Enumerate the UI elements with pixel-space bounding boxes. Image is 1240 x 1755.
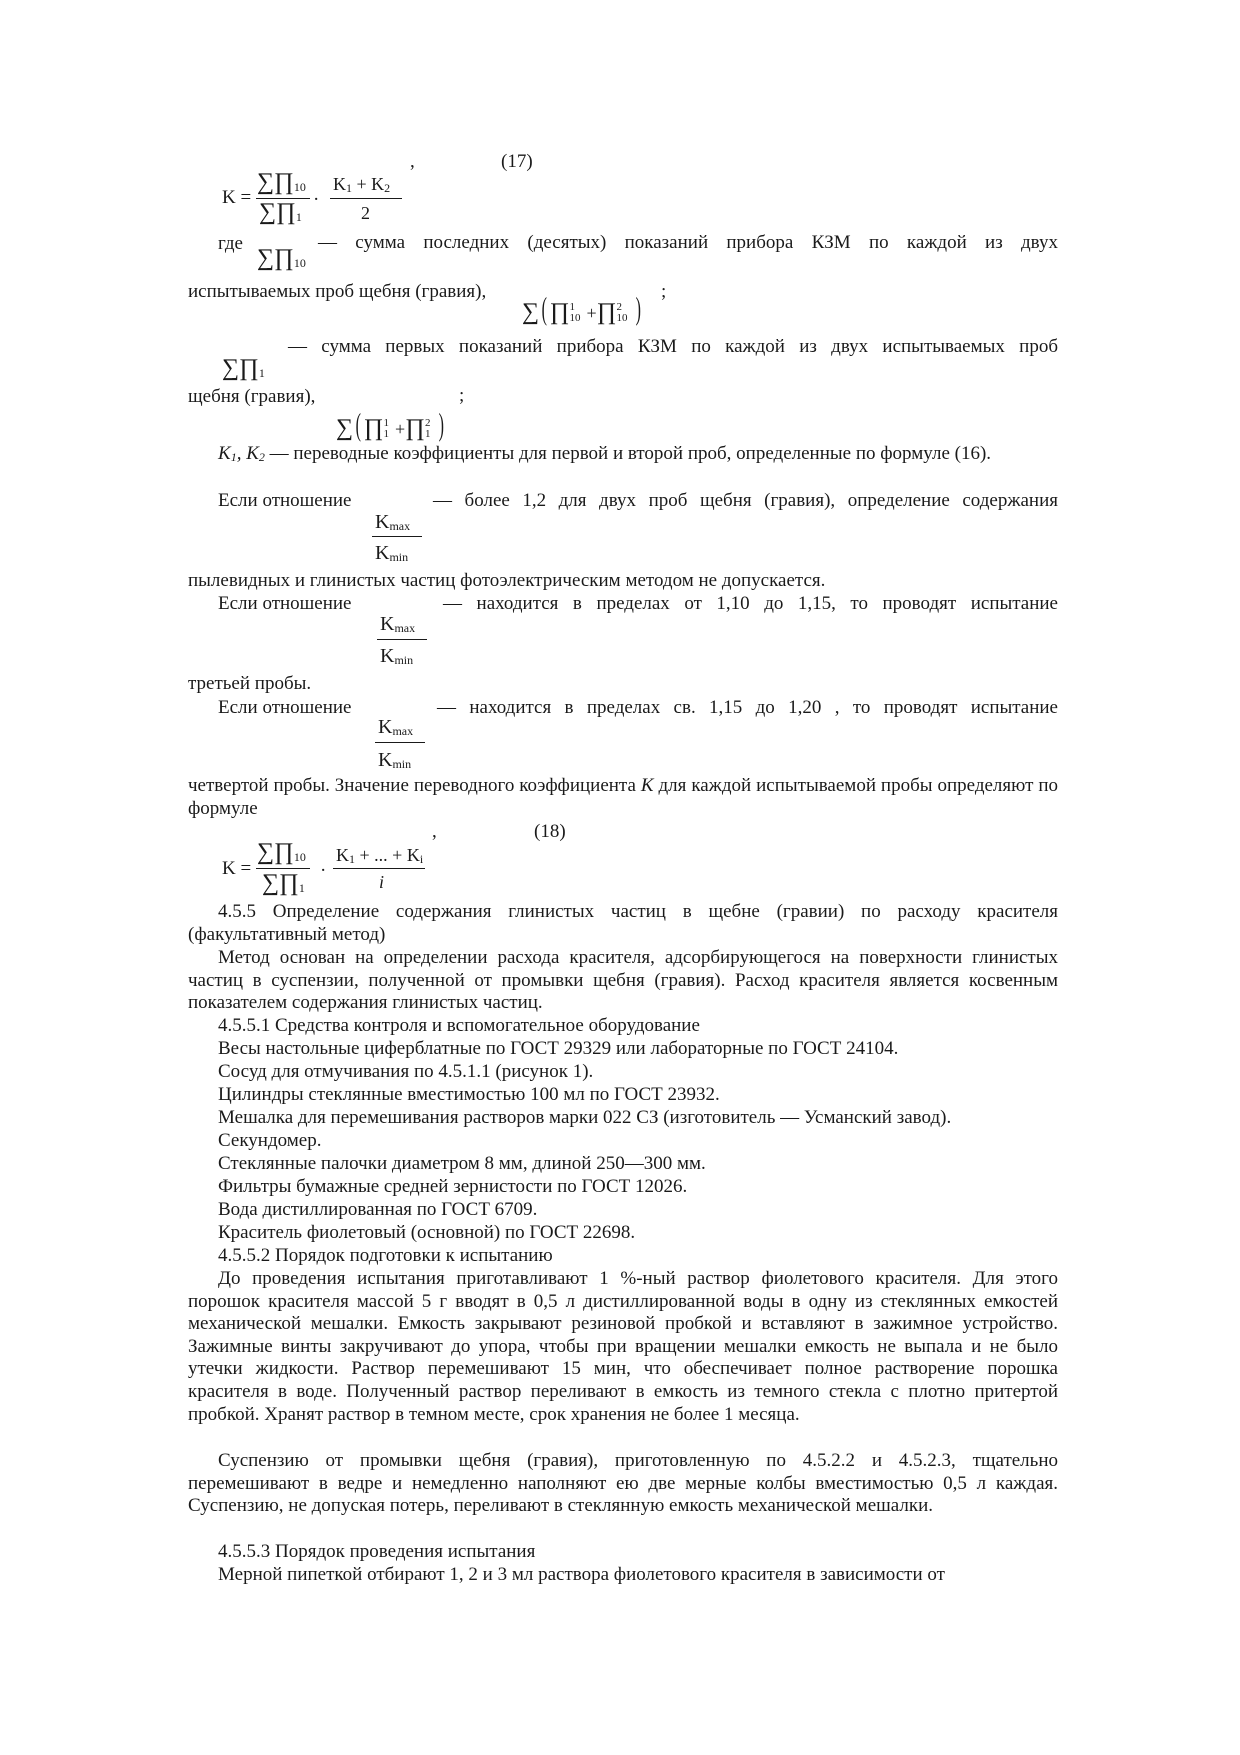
formula-17-den-sum: ∑∏1 xyxy=(259,199,302,225)
formula-18-fraction-bar xyxy=(256,868,310,869)
formula-17-k-fraction-bar xyxy=(330,198,402,199)
formula-18-number: (18) xyxy=(534,821,566,842)
where-definition-cont: испытываемых проб щебня (гравия), xyxy=(188,281,487,302)
where2-definition-cont: щебня (гравия), xyxy=(188,386,316,407)
testing-paragraph: Мерной пипеткой отбирают 1, 2 и 3 мл раствора фиолетового красителя в зависимости от xyxy=(218,1564,945,1585)
section-4-5-5-3-heading: 4.5.5.3 Порядок проведения испытания xyxy=(218,1541,536,1562)
formula-18-comma: , xyxy=(432,821,437,842)
method-description: Метод основан на определении расхода красителя, адсорбирующегося на поверхности глинистых частиц в суспензии, полученной от промывки щебня (гравия). Расход красителя является косвенным показателем содержания глинистых частиц. xyxy=(188,947,1058,1014)
formula-17-k-den: 2 xyxy=(361,203,370,223)
condition-3-text: — находится в пределах св. 1,15 до 1,20 , то проводят испытание xyxy=(437,697,1058,718)
formula-18-den-sum: ∑∏1 xyxy=(262,870,305,896)
condition-1-cont: пылевидных и глинистых частиц фотоэлектрическим методом не допускается. xyxy=(188,570,826,591)
formula-18-lhs: K = xyxy=(222,858,252,879)
where-definition-line: — сумма последних (десятых) показаний прибора КЗМ по каждой из двух xyxy=(318,232,1058,253)
condition-2-text: — находится в пределах от 1,10 до 1,15, то проводят испытание xyxy=(443,593,1058,614)
formula-17-number: (17) xyxy=(501,151,533,172)
where-word: где xyxy=(218,233,243,254)
suspension-paragraph: Суспензию от промывки щебня (гравия), приготовленную по 4.5.2.2 и 4.5.2.3, тщательно перемешивают в ведре и немедленно наполняют ею две мерные колбы вместимостью 0,5 л каждая. Суспензию, не допуская потерь, переливают в стеклянную емкость механической мешалки. xyxy=(188,1450,1058,1517)
section-4-5-5-heading: 4.5.5 Определение содержания глинистых частиц в щебне (гравии) по расходу красителя (факультативный метод) xyxy=(188,901,1058,945)
where-expansion-1: ∑( ∏1 10 +∏2 10 ) xyxy=(522,290,642,326)
equipment-item: Цилиндры стеклянные вместимостью 100 мл по ГОСТ 23932. xyxy=(218,1084,720,1105)
section-4-5-5-1-heading: 4.5.5.1 Средства контроля и вспомогательное оборудование xyxy=(218,1015,700,1036)
equipment-item: Краситель фиолетовый (основной) по ГОСТ 22698. xyxy=(218,1222,636,1243)
condition-3-cont: четвертой пробы. Значение переводного коэффициента K для каждой испытываемой пробы определяют по формуле xyxy=(188,775,1059,819)
equipment-item: Мешалка для перемешивания растворов марки 022 СЗ (изготовитель — Усманский завод). xyxy=(218,1107,952,1128)
formula-17-comma: , xyxy=(410,151,415,172)
formula-18-k-den: i xyxy=(379,872,385,892)
formula-18-k-fraction-bar xyxy=(333,868,425,869)
formula-17-lhs: K = xyxy=(222,187,252,208)
formula-17-k-sum: K1 + K2 xyxy=(333,174,391,195)
where-semicolon: ; xyxy=(661,281,667,302)
formula-18-k-sum: K1 + ... + Ki xyxy=(336,845,424,866)
formula-18-num-sum: ∑∏10 xyxy=(257,839,306,865)
where-symbol-sum-10: ∑∏10 xyxy=(257,245,306,271)
section-4-5-5-2-heading: 4.5.5.2 Порядок подготовки к испытанию xyxy=(218,1245,553,1266)
where2-semicolon: ; xyxy=(459,385,465,406)
condition-2-cont: третьей пробы. xyxy=(188,673,312,694)
where2-symbol-sum-1: ∑∏1 xyxy=(222,355,265,381)
equipment-item: Секундомер. xyxy=(218,1130,322,1151)
equipment-item: Сосуд для отмучивания по 4.5.1.1 (рисунок 1). xyxy=(218,1061,594,1082)
document-page: K = ∑∏10 ∑∏1 · K1 + K2 2 , (17) где ∑∏10 — сумма последних (десятых) показаний прибора КЗМ по каждой из двух испытываемых проб щебня (гравия), ; ∑( ∏1 10 +∏2 10 ) ∑∏1 — сумма первых показаний прибора КЗМ по каждой из двух испытываемых проб щебня (гравия), ; ∑( ∏1 1 +∏2 1 ) K1, K2 — переводные коэффициенты для первой и второй проб, определенные по формуле (16). Если отношение — более 1,2 для двух проб щебня (гравия), определение содержания Kmax Kmin пылевидных и глинистых частиц фотоэлектрическим методом не допускается. Если отношение — находится в пределах от 1,10 до 1,15, то проводят испытание Kmax Kmin третьей пробы. Если отношение — находится в пределах св. 1,15 до 1,20 , то проводят испытание Kmax Kmin четвертой пробы. Значение переводного коэффициента K для каждой испытываемой пробы определяют по формуле K = ∑∏10 ∑∏1 · K1 + ... + Ki i , (18) 4.5.5 Определение содержания глинистых частиц в щебне (гравии) по расходу красителя (факультативный метод) Метод основан на определении расхода красителя, адсорбирующегося на поверхности глинистых частиц в суспензии, полученной от промывки щебня (гравия). Расход красителя является косвенным показателем содержания глинистых частиц. 4.5.5.1 Средства контроля и вспомогательное оборудование Весы настольные циферблатные по ГОСТ 29329 или лабораторные по ГОСТ 24104. Сосуд для отмучивания по 4.5.1.1 (рисунок 1). Цилиндры стеклянные вместимостью 100 мл по ГОСТ 23932. Мешалка для перемешивания растворов марки 022 СЗ (изготовитель — Усманский завод). Секундомер. Стеклянные палочки диаметром 8 мм, длиной 250—300 мм. Фильтры бумажные средней зернистости по ГОСТ 12026. Вода дистиллированная по ГОСТ 6709. Краситель фиолетовый (основной) по ГОСТ 22698. 4.5.5.2 Порядок подготовки к испытанию До проведения испытания приготавливают 1 %-ный раствор фиолетового красителя. Для этого порошок красителя массой 5 г вводят в 0,5 л дистиллированной воды в одну из стеклянных емкостей механической мешалки. Емкость закрывают резиновой пробкой и вставляют в зажимное устройство. Зажимные винты закручивают до упора, чтобы при вращении мешалки емкость не выпала и не было утечки жидкости. Раствор перемешивают 15 мин, что обеспечивает полное растворение порошка красителя в воде. Полученный раствор переливают в емкость из темного стекла с плотно притертой пробкой. Хранят раствор в темном месте, срок хранения не более 1 месяца. Суспензию от промывки щебня (гравия), приготовленную по 4.5.2.2 и 4.5.2.3, тщательно перемешивают в ведре и немедленно наполняют ею две мерные колбы вместимостью 0,5 л каждая. Суспензию, не допуская потерь, переливают в стеклянную емкость механической мешалки. 4.5.5.3 Порядок проведения испытания Мерной пипеткой отбирают 1, 2 и 3 мл раствора фиолетового красителя в зависимости от xyxy=(188,151,1059,1585)
where2-expansion: ∑( ∏1 1 +∏2 1 ) xyxy=(336,406,445,442)
condition-1-lead: Если отношение xyxy=(218,490,352,511)
condition-1-text: — более 1,2 для двух проб щебня (гравия), определение содержания xyxy=(433,490,1058,511)
condition-3-lead: Если отношение xyxy=(218,697,352,718)
equipment-item: Весы настольные циферблатные по ГОСТ 29329 или лабораторные по ГОСТ 24104. xyxy=(218,1038,899,1059)
condition-2-lead: Если отношение xyxy=(218,593,352,614)
equipment-item: Стеклянные палочки диаметром 8 мм, длиной 250—300 мм. xyxy=(218,1153,706,1174)
preparation-paragraph: До проведения испытания приготавливают 1 %-ный раствор фиолетового красителя. Для этого порошок красителя массой 5 г вводят в 0,5 л дистиллированной воды в одну из стеклянных емкостей механической мешалки. Емкость закрывают резиновой пробкой и вставляют в зажимное устройство. Зажимные винты закручивают до упора, чтобы при вращении мешалки емкость не выпала и не было утечки жидкости. Раствор перемешивают 15 мин, что обеспечивает полное растворение порошка красителя в воде. Полученный раствор переливают в емкость из темного стекла с плотно притертой пробкой. Хранят раствор в темном месте, срок хранения не более 1 месяца. xyxy=(188,1268,1058,1425)
equipment-item: Вода дистиллированная по ГОСТ 6709. xyxy=(218,1199,538,1220)
formula-17-num-sum: ∑∏10 xyxy=(257,169,306,195)
k-coefficients-definition: K1, K2 — переводные коэффициенты для первой и второй проб, определенные по формуле (16). xyxy=(218,443,992,464)
equipment-item: Фильтры бумажные средней зернистости по ГОСТ 12026. xyxy=(218,1176,688,1197)
where2-definition-line: — сумма первых показаний прибора КЗМ по каждой из двух испытываемых проб xyxy=(288,336,1058,357)
formula-17-dot: · xyxy=(313,189,320,210)
formula-18-dot: · xyxy=(320,860,327,881)
